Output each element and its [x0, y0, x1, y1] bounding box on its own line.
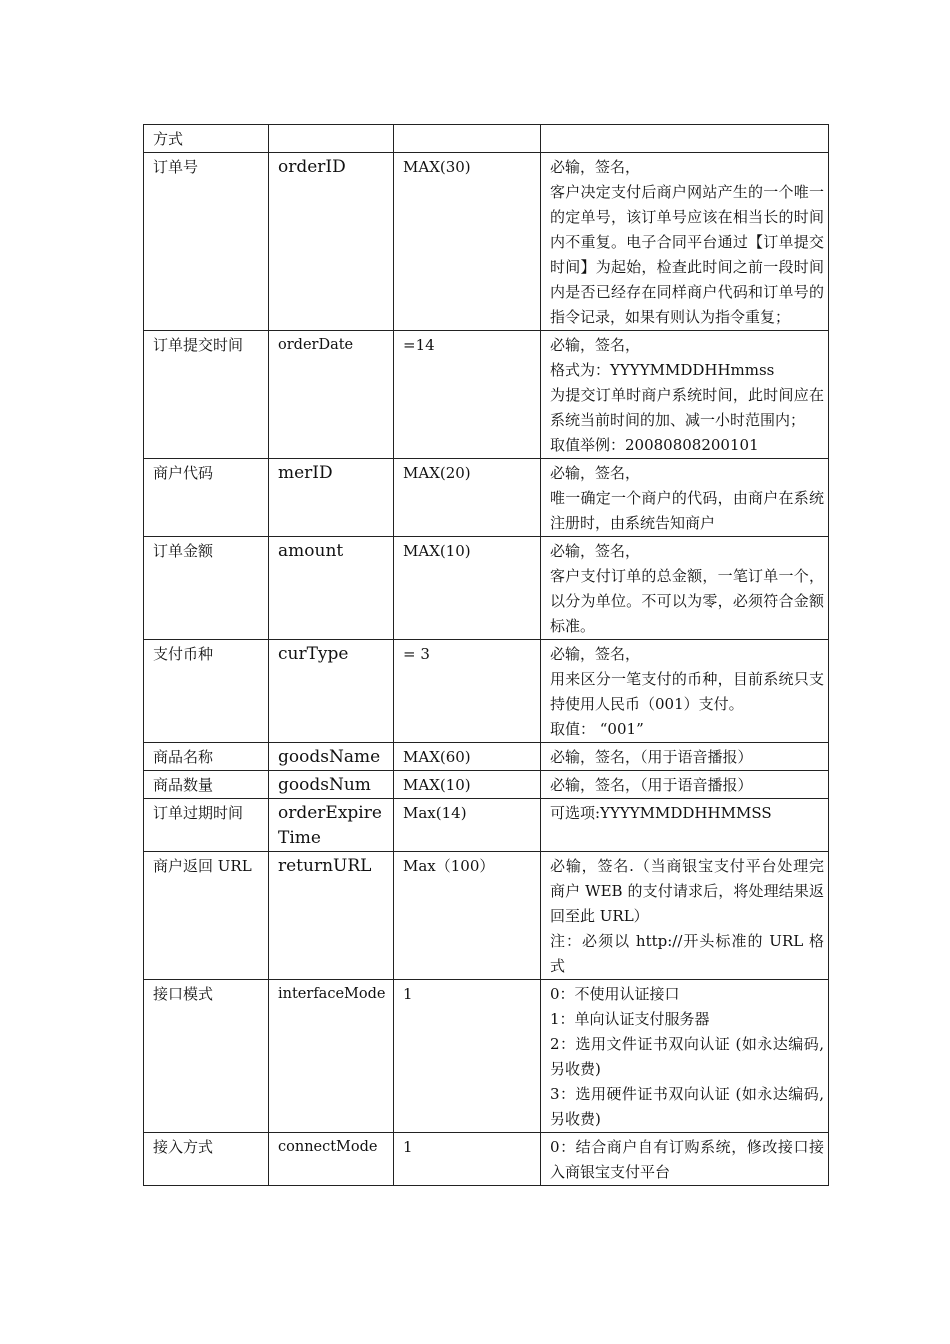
description-line: 客户支付订单的总金额，一笔订单一个，以分为单位。不可以为零，必须符合金额标准。	[550, 567, 824, 635]
param-name-cell	[144, 331, 269, 459]
field-length: Max（100）	[403, 857, 495, 875]
param-name: 商户代码	[153, 464, 214, 482]
table-row	[144, 459, 829, 537]
field-length: MAX(20)	[403, 464, 471, 482]
length-cell	[394, 980, 541, 1133]
param-name: 商品数量	[153, 776, 214, 794]
table-row	[144, 980, 829, 1133]
description-line: 必输，签名.（当商银宝支付平台处理完商户 WEB 的支付请求后，将处理结果返回至此 URL）	[550, 857, 824, 925]
description-line: 为提交订单时商户系统时间，此时间应在系统当前时间的加、减一小时范围内；	[550, 386, 824, 429]
field-name: curType	[278, 644, 349, 664]
field-name: goodsName	[278, 747, 381, 767]
field-name-cell	[269, 1133, 394, 1186]
description-line: 必输，签名，	[550, 464, 641, 482]
param-name-cell	[144, 743, 269, 771]
field-length: MAX(30)	[403, 158, 471, 176]
description-cell	[541, 1133, 829, 1186]
param-name-cell	[144, 771, 269, 799]
table-row	[144, 771, 829, 799]
description-cell	[541, 459, 829, 537]
field-length: =14	[403, 336, 435, 354]
field-name-cell	[269, 331, 394, 459]
description-line: 客户决定支付后商户网站产生的一个唯一的定单号，该订单号应该在相当长的时间内不重复。电子合同平台通过【订单提交时间】为起始，检查此时间之前一段时间内是否已经存在同样商户代码和订单号的指令记录，如果有则认为指令重复；	[550, 183, 824, 326]
description-line: 必输，签名，	[550, 336, 641, 354]
param-name-cell	[144, 980, 269, 1133]
field-length: Max(14)	[403, 804, 467, 822]
description-line: 0：结合商户自有订购系统，修改接口接入商银宝支付平台	[550, 1138, 824, 1181]
param-name: 订单金额	[153, 542, 214, 560]
field-length: MAX(10)	[403, 542, 471, 560]
field-length: = 3	[403, 645, 430, 663]
param-name-cell	[144, 799, 269, 852]
field-name-cell	[269, 852, 394, 980]
length-cell	[394, 640, 541, 743]
param-name: 接入方式	[153, 1138, 214, 1156]
description-line: 用来区分一笔支付的币种，目前系统只支持使用人民币（001）支付。	[550, 670, 824, 713]
param-name-cell	[144, 1133, 269, 1186]
length-cell	[394, 125, 541, 153]
param-name: 接口模式	[153, 985, 214, 1003]
description-line: 0：不使用认证接口	[550, 985, 680, 1003]
description-cell	[541, 980, 829, 1133]
length-cell	[394, 459, 541, 537]
table-row	[144, 852, 829, 980]
field-name-cell	[269, 153, 394, 331]
param-name: 方式	[153, 130, 184, 148]
field-name-cell	[269, 799, 394, 852]
field-name: orderID	[278, 157, 346, 177]
param-name-cell	[144, 459, 269, 537]
param-name: 商户返回 URL	[153, 857, 252, 875]
spec-table	[143, 124, 829, 1186]
param-name-cell	[144, 640, 269, 743]
table-row	[144, 153, 829, 331]
field-name-cell	[269, 537, 394, 640]
length-cell	[394, 537, 541, 640]
field-name: interfaceMode	[278, 986, 386, 1002]
description-cell	[541, 743, 829, 771]
description-line: 取值： “001”	[550, 720, 644, 738]
field-name: goodsNum	[278, 775, 371, 795]
param-name-cell	[144, 537, 269, 640]
param-name-cell	[144, 852, 269, 980]
table-row	[144, 537, 829, 640]
field-name: orderDate	[278, 337, 354, 353]
description-line: 必输，签名，	[550, 645, 641, 663]
field-length: MAX(10)	[403, 776, 471, 794]
table-row	[144, 125, 829, 153]
description-cell	[541, 331, 829, 459]
description-cell	[541, 153, 829, 331]
length-cell	[394, 1133, 541, 1186]
description-line: 3：选用硬件证书双向认证 (如永达编码,另收费)	[550, 1085, 824, 1128]
table-row	[144, 1133, 829, 1186]
description-line: 格式为：YYYYMMDDHHmmss	[550, 361, 775, 379]
field-name-cell	[269, 980, 394, 1133]
field-name-cell	[269, 459, 394, 537]
param-name-cell	[144, 153, 269, 331]
param-name: 支付币种	[153, 645, 214, 663]
param-name: 商品名称	[153, 748, 214, 766]
description-line: 可选项:YYYYMMDDHHMMSS	[550, 804, 772, 822]
description-line: 必输，签名，（用于语音播报）	[550, 748, 753, 766]
field-length: MAX(60)	[403, 748, 471, 766]
field-name: merID	[278, 463, 333, 483]
param-name: 订单提交时间	[153, 336, 244, 354]
description-cell	[541, 799, 829, 852]
description-line: 唯一确定一个商户的代码，由商户在系统注册时，由系统告知商户	[550, 489, 824, 532]
description-line: 2：选用文件证书双向认证 (如永达编码,另收费)	[550, 1035, 824, 1078]
length-cell	[394, 852, 541, 980]
length-cell	[394, 799, 541, 852]
field-name: amount	[278, 541, 344, 561]
param-name: 订单号	[153, 158, 199, 176]
param-name-cell	[144, 125, 269, 153]
param-name: 订单过期时间	[153, 804, 244, 822]
field-name: orderExpireTime	[278, 803, 382, 848]
field-name: connectMode	[278, 1139, 378, 1155]
description-cell	[541, 125, 829, 153]
field-name-cell	[269, 640, 394, 743]
description-line: 1：单向认证支付服务器	[550, 1010, 710, 1028]
length-cell	[394, 743, 541, 771]
field-length: 1	[403, 985, 413, 1003]
field-name: returnURL	[278, 856, 372, 876]
field-name-cell	[269, 771, 394, 799]
field-length: 1	[403, 1138, 413, 1156]
field-name-cell	[269, 743, 394, 771]
description-cell	[541, 771, 829, 799]
description-line: 必输，签名，（用于语音播报）	[550, 776, 753, 794]
length-cell	[394, 153, 541, 331]
spec-table-body	[144, 125, 829, 1186]
length-cell	[394, 771, 541, 799]
description-cell	[541, 537, 829, 640]
description-cell	[541, 640, 829, 743]
table-row	[144, 743, 829, 771]
length-cell	[394, 331, 541, 459]
table-row	[144, 331, 829, 459]
description-line: 必输，签名，	[550, 542, 641, 560]
description-line: 取值举例：20080808200101	[550, 436, 759, 454]
description-cell	[541, 852, 829, 980]
description-line: 必输，签名，	[550, 158, 641, 176]
table-row	[144, 640, 829, 743]
table-row	[144, 799, 829, 852]
field-name-cell	[269, 125, 394, 153]
description-line: 注：必须以 http://开头标准的 URL 格式	[550, 932, 824, 975]
